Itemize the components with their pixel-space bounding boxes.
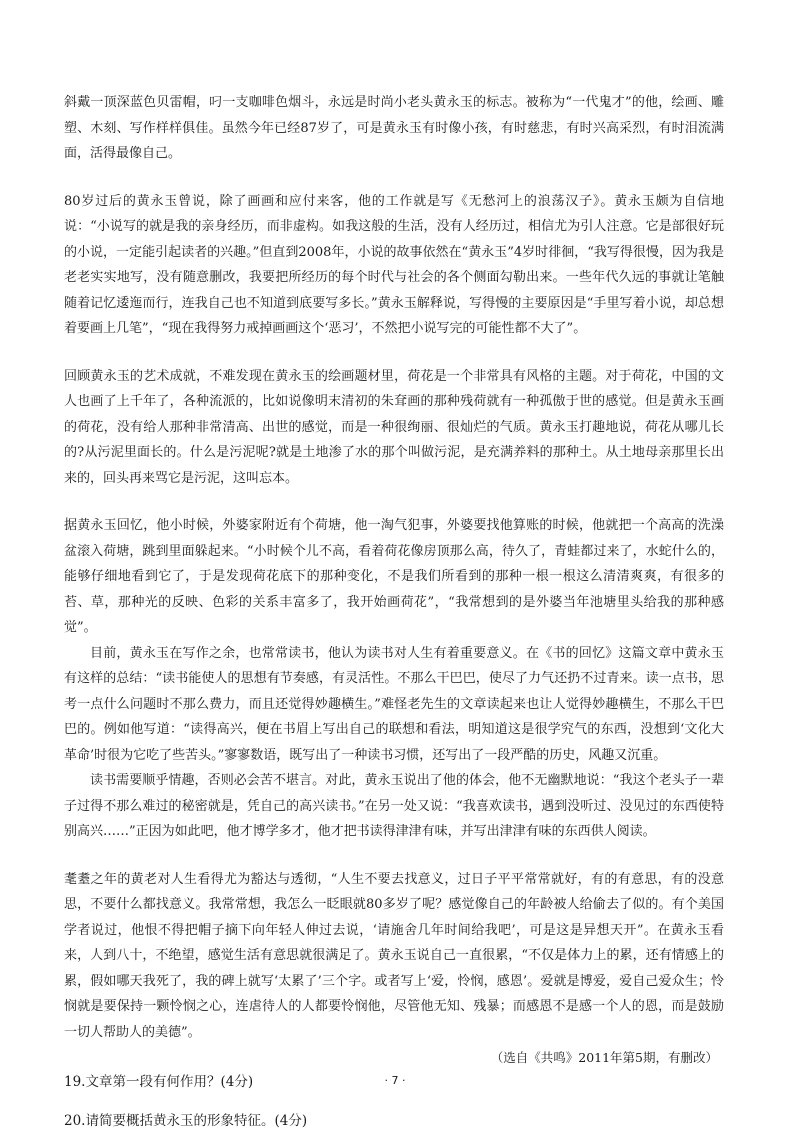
document-page bbox=[64, 90, 724, 1134]
article-source: （选自《共鸣》2011年第5期，有删改） bbox=[490, 1050, 718, 1065]
paragraph-2: 80岁过后的黄永玉曾说，除了画画和应付来客，他的工作就是写《无愁河上的浪荡汉子》。黄永玉颇为自信地说：“小说写的就是我的亲身经历，而非虚构。如我这般的生活，没有人经历过，相信尤为引人注意。它是部很好玩的小说，一定能引起读者的兴趣。”但直到2008年，小说的故事依然在“黄永玉”4岁时徘徊，“我写得很慢，因为我是老老实实地写，没有随意删改，我要把所经历的每个时代与社会的各个侧面勾勒出来。一些年代久远的事就让笔触随着记忆逶迤而行，连我自己也不知道到底要写多长。”黄永玉解释说，写得慢的主要原因是“手里写着小说，却总想着要画上几笔”，“现在我得努力戒掉画画这个‘恶习’，不然把小说写完的可能性都不大了”。 bbox=[64, 193, 724, 336]
paragraph-6: 读书需要顺乎情趣，否则必会苦不堪言。对此，黄永玉说出了他的体会，他不无幽默地说：“我这个老头子一辈子过得不那么难过的秘密就是，凭自己的高兴读书。”在另一处又说：“我喜欢读书，遇到没听过、没见过的东西使特别高兴……”正因为如此吧，他才博学多才，他才把书读得津津有味，并写出津津有味的东西供人阅读。 bbox=[64, 773, 724, 839]
paragraph-7: 耄耋之年的黄老对人生看得尤为豁达与透彻，“人生不要去找意义，过日子平平常常就好，有的有意思，有的没意思，不要什么都找意义。我常常想，我怎么一眨眼就80多岁了呢？感觉像自己的年龄被人给偷去了似的。有个美国学者说过，他恨不得把帽子摘下向年轻人伸过去说，‘请施舍几年时间给我吧’，可是这是异想天开”。在黄永玉看来，人到八十，不绝望，感觉生活有意思就很满足了。黄永玉说自己一直很累，“不仅是体力上的累，还有情感上的累，假如哪天我死了，我的碑上就写‘太累了’三个字。或者写上‘爱，怜悯，感恩’。爱就是博爱，爱自己爱众生；怜悯就是要保持一颗怜悯之心，连虐待人的人都要怜悯他，尽管他无知、残暴；而感恩不是感一个人的恩，而是鼓励一切人帮助人的美德”。 bbox=[64, 871, 724, 1040]
page-number: · 7 · bbox=[384, 1074, 406, 1087]
paragraph-3: 回顾黄永玉的艺术成就，不难发现在黄永玉的绘画题材里，荷花是一个非常具有风格的主题。对于荷花，中国的文人也画了上千年了，各种流派的，比如说像明末清初的朱耷画的那种残荷就有一种孤傲于世的感觉。但是黄永玉画的荷花，没有给人那种非常清高、出世的感觉，而是一种很绚丽、很灿烂的气质。黄永玉打趣地说，荷花从哪儿长的?从污泥里面长的。什么是污泥呢?就是土地渗了水的那个叫做污泥，是充满养料的那种土。从土地母亲那里长出来的，回头再来骂它是污泥，这叫忘本。 bbox=[64, 368, 724, 486]
paragraph-5: 目前，黄永玉在写作之余，也常常读书，他认为读书对人生有着重要意义。在《书的回忆》这篇文章中黄永玉有这样的总结：“读书能使人的思想有节奏感，有灵活性。不那么干巴巴，使尽了力气还扔不过青来。读一点书，思考一点什么问题时不那么费力，而且还觉得妙趣横生。”难怪老先生的文章读起来也让人觉得妙趣横生，不那么干巴巴的。例如他写道：“读得高兴，便在书眉上写出自己的联想和看法，明知道这是很学究气的东西，没想到‘文化大革命’时很为它吃了些苦头。”寥寥数语，既写出了一种读书习惯，还写出了一段严酷的历史，风趣又沉重。 bbox=[64, 645, 724, 763]
paragraph-1: 斜戴一顶深蓝色贝雷帽，叼一支咖啡色烟斗，永远是时尚小老头黄永玉的标志。被称为“一代鬼才”的他，绘画、雕塑、木刻、写作样样俱佳。虽然今年已经87岁了，可是黄永玉有时像小孩，有时慈悲，有时兴高采烈，有时泪流满面，活得最像自己。 bbox=[64, 95, 724, 161]
question-20: 20.请简要概括黄永玉的形象特征。(4分) bbox=[64, 1113, 308, 1129]
paragraph-4: 据黄永玉回忆，他小时候，外婆家附近有个荷塘，他一淘气犯事，外婆要找他算账的时候，他就把一个高高的洗澡盆滚入荷塘，跳到里面躲起来。“小时候个儿不高，看着荷花像房顶那么高，待久了，青蛙都过来了，水蛇什么的，能够仔细地看到它了，于是发现荷花底下的那种变化，不是我们所看到的那种一根一根这么清清爽爽，有很多的苔、草，那种光的反映、色彩的关系丰富多了，我开始画荷花”，“我常想到的是外婆当年池塘里头给我的那种感觉”。 bbox=[64, 518, 724, 635]
question-19: 19.文章第一段有何作用？(4分) bbox=[64, 1074, 254, 1090]
